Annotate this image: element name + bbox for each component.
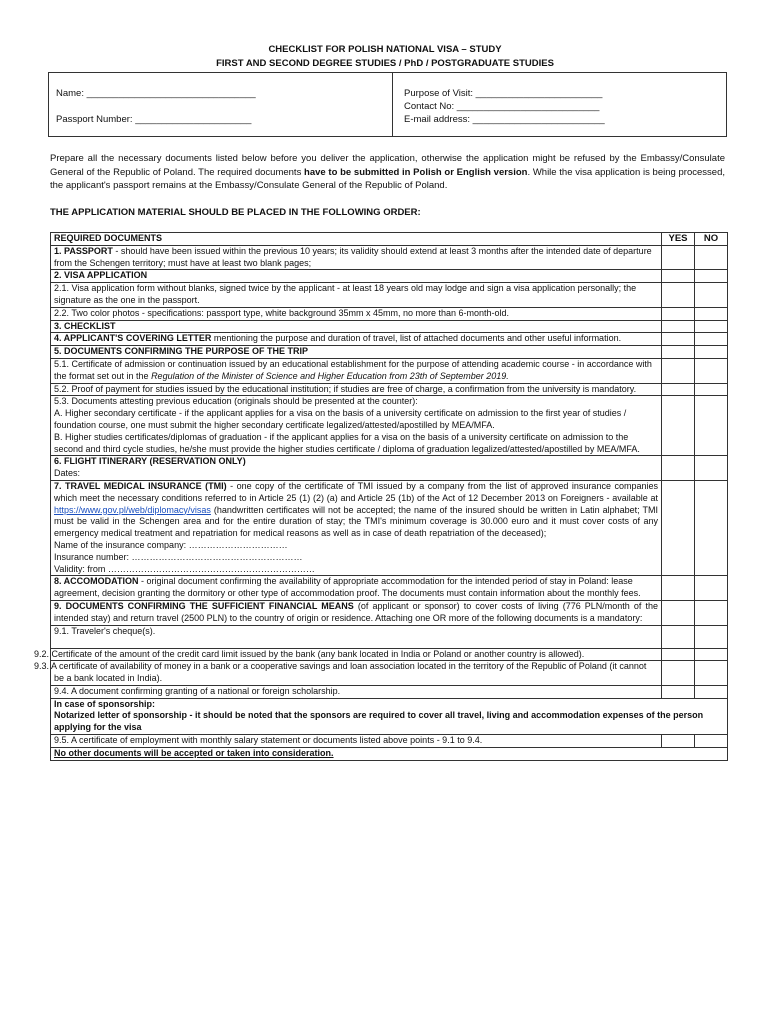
covering-letter-yes-checkbox[interactable] [662, 333, 695, 346]
application-form-no-checkbox[interactable] [695, 283, 728, 308]
bank-certificate-yes-checkbox[interactable] [662, 661, 695, 686]
table-row [51, 346, 728, 359]
document-subtitle: FIRST AND SECOND DEGREE STUDIES / PhD / POSTGRADUATE STUDIES [216, 58, 554, 69]
passport-label: 1. PASSPORT [54, 245, 113, 256]
accommodation-label: 8. ACCOMODATION [54, 576, 139, 587]
table-row [51, 698, 728, 734]
intro-bold-text: have to be submitted in Polish or English version [304, 166, 528, 178]
visas-link[interactable]: https://www.gov.pl/web/diplomacy/visas [54, 504, 211, 515]
payment-proof-no-checkbox[interactable] [695, 383, 728, 396]
accommodation-no-checkbox[interactable] [695, 576, 728, 601]
scholarship-requirement: 9.4. A document confirming granting of a national or foreign scholarship. [51, 685, 662, 698]
application-form-yes-checkbox[interactable] [662, 283, 695, 308]
visa-application-heading: 2. VISA APPLICATION [51, 270, 662, 283]
scholarship-no-checkbox[interactable] [695, 685, 728, 698]
table-row [51, 358, 728, 383]
financial-means-no-checkbox[interactable] [695, 600, 728, 625]
passport-yes-checkbox[interactable] [662, 245, 695, 270]
previous-education-requirement [51, 396, 662, 456]
covering-letter-label: 4. APPLICANT'S COVERING LETTER [54, 333, 212, 344]
trip-purpose-heading: 5. DOCUMENTS CONFIRMING THE PURPOSE OF THE TRIP [51, 346, 662, 359]
table-row [51, 333, 728, 346]
sponsorship-section [51, 698, 728, 734]
table-row [51, 747, 728, 760]
table-row [51, 480, 728, 575]
visa-application-yes-checkbox[interactable] [662, 270, 695, 283]
contact-no-field[interactable]: Contact No: ___________________________ [404, 101, 600, 112]
insurance-validity-field: Validity: from …………………………………………………………… [54, 563, 315, 574]
previous-education-yes-checkbox[interactable] [662, 396, 695, 456]
accommodation-yes-checkbox[interactable] [662, 576, 695, 601]
table-row [51, 625, 728, 648]
insurance-number-field: Insurance number: ………………………………………………… [54, 551, 303, 562]
covering-letter-requirement [51, 333, 662, 346]
credit-card-limit-yes-checkbox[interactable] [662, 648, 695, 661]
photos-no-checkbox[interactable] [695, 307, 728, 320]
visa-application-no-checkbox[interactable] [695, 270, 728, 283]
admission-certificate-requirement [51, 358, 662, 383]
table-header-row [51, 233, 728, 246]
travel-insurance-requirement [51, 480, 662, 575]
travel-insurance-label: 7. TRAVEL MEDICAL INSURANCE (TMI) [54, 480, 227, 491]
travelers-cheques-no-checkbox[interactable] [695, 625, 728, 648]
table-row [51, 576, 728, 601]
previous-education-text: 5.3. Documents attesting previous education (originals should be presented at the counter): [54, 396, 418, 407]
travelers-cheques-yes-checkbox[interactable] [662, 625, 695, 648]
credit-card-limit-no-checkbox[interactable] [695, 648, 728, 661]
flight-itinerary-no-checkbox[interactable] [695, 456, 728, 481]
table-row [51, 661, 728, 686]
payment-proof-requirement: 5.2. Proof of payment for studies issued by the educational institution; if studies are free of charge, a confirmation from the university is mandatory. [51, 383, 662, 396]
payment-proof-yes-checkbox[interactable] [662, 383, 695, 396]
financial-means-text: (of applicant or sponsor) to cover costs of living (776 PLN/month of the intended stay) and return travel (2500 PLN) to the country of origin or residence. Attaching one OR more of the following documents is a mandatory: [54, 600, 658, 623]
photos-requirement: 2.2. Two color photos - specifications: passport type, white background 35mm x 45mm, no more than 6-month-old. [51, 307, 662, 320]
table-row [51, 270, 728, 283]
flight-dates-field: Dates: [54, 468, 81, 479]
flight-itinerary-yes-checkbox[interactable] [662, 456, 695, 481]
sponsorship-heading: In case of sponsorship: [54, 698, 156, 709]
table-row [51, 320, 728, 333]
flight-itinerary-label: 6. FLIGHT ITINERARY (RESERVATION ONLY) [54, 456, 246, 467]
higher-studies-text: B. Higher studies certificates/diplomas of graduation - if the applicant applies for a visa on the basis of a university certificate on admission to the second and third cycle studies, he/she must provide the higher studies certificate / diploma of graduation legalized/attested/apostilled by MEA/MFA. [54, 431, 640, 454]
credit-card-limit-requirement: 9.2. Certificate of the amount of the credit card limit issued by the bank (any bank located in India or Poland or another country is allowed). [51, 648, 662, 661]
travel-insurance-text-1: - one copy of the certificate of TMI issued by a company from the list of approved insurance companies which meet the necessary conditions referred to in Article 25 (1) (2) (a) and Article 25 (1b) of the Act of 12 December 2013 on Foreigners - available at [54, 480, 658, 503]
name-field[interactable]: Name: ________________________________ [56, 88, 256, 99]
accommodation-requirement [51, 576, 662, 601]
previous-education-no-checkbox[interactable] [695, 396, 728, 456]
covering-letter-text: mentioning the purpose and duration of travel, list of attached documents and other useful information. [211, 333, 622, 344]
application-form-requirement: 2.1. Visa application form without blanks, signed twice by the applicant - at least 18 years old may lodge and sign a visa application personally; the signature as the one in the passport. [51, 283, 662, 308]
covering-letter-no-checkbox[interactable] [695, 333, 728, 346]
trip-purpose-no-checkbox[interactable] [695, 346, 728, 359]
passport-number-field[interactable]: Passport Number: ______________________ [56, 114, 252, 125]
table-row [51, 283, 728, 308]
regulation-reference: Regulation of the Minister of Science and Higher Education from 23th of September 2019. [151, 370, 509, 381]
financial-means-label: 9. DOCUMENTS CONFIRMING THE SUFFICIENT FINANCIAL MEANS [54, 600, 354, 611]
travelers-cheques-requirement: 9.1. Traveler's cheque(s). [51, 625, 662, 648]
table-row [51, 648, 728, 661]
accommodation-text: - original document confirming the availability of appropriate accommodation for the intended period of stay in Poland: lease agreement, decision granting the dormitory or other type of accommodation proof. The documents must contain information about the monthly fees. [54, 576, 641, 599]
sponsorship-text: Notarized letter of sponsorship - it should be noted that the sponsors are required to cover all travel, living and accommodation expenses of the person applying for the visa [54, 710, 704, 733]
employment-certificate-requirement: 9.5. A certificate of employment with monthly salary statement or documents listed above points - 9.1 to 9.4. [51, 735, 662, 748]
final-note-cell [51, 747, 728, 760]
info-divider [392, 73, 393, 136]
final-note: No other documents will be accepted or taken into consideration. [54, 747, 334, 758]
table-row [51, 685, 728, 698]
passport-no-checkbox[interactable] [695, 245, 728, 270]
admission-certificate-yes-checkbox[interactable] [662, 358, 695, 383]
travel-insurance-no-checkbox[interactable] [695, 480, 728, 575]
order-heading: THE APPLICATION MATERIAL SHOULD BE PLACED IN THE FOLLOWING ORDER: [50, 207, 421, 218]
scholarship-yes-checkbox[interactable] [662, 685, 695, 698]
email-field[interactable]: E-mail address: _________________________ [404, 114, 605, 125]
passport-text: - should have been issued within the previous 10 years; its validity should extend at least 3 months after the intended date of departure from the Schengen territory; must have at least two blank pages; [54, 245, 652, 268]
employment-certificate-yes-checkbox[interactable] [662, 735, 695, 748]
table-row [51, 396, 728, 456]
bank-certificate-requirement: 9.3. A certificate of availability of money in a bank or a cooperative savings and loan association located in the territory of the Republic of Poland (it cannot be a bank located in India). [51, 661, 662, 686]
document-title: CHECKLIST FOR POLISH NATIONAL VISA – STUDY [268, 44, 502, 55]
table-row [51, 600, 728, 625]
purpose-of-visit-field[interactable]: Purpose of Visit: ________________________ [404, 88, 603, 99]
admission-certificate-no-checkbox[interactable] [695, 358, 728, 383]
insurance-company-field: Name of the insurance company: …………………………… [54, 539, 288, 550]
trip-purpose-yes-checkbox[interactable] [662, 346, 695, 359]
col-required-documents: REQUIRED DOCUMENTS [51, 233, 662, 246]
required-documents-table [34, 232, 728, 761]
applicant-info-box [48, 72, 727, 137]
employment-certificate-no-checkbox[interactable] [695, 735, 728, 748]
intro-text-2: . While the visa application is being processed, the applicant's passport remains at the Embassy/Consulate General of the Republic of Poland. [50, 166, 725, 191]
checklist-requirement: 3. CHECKLIST [51, 320, 662, 333]
passport-requirement [51, 245, 662, 270]
col-yes: YES [662, 233, 695, 246]
checklist-yes-checkbox[interactable] [662, 320, 695, 333]
financial-means-requirement [51, 600, 662, 625]
travel-insurance-text-2: (handwritten certificates will not be accepted; the name of the insured should be written in Latin alphabet; TMI must be valid in the Schengen area and for the entire duration of stay; the TMI's minimum coverage is 30.000 euro and it must cover costs of any emergency medical treatment and repatriation for medical reasons as well as in case of death repatriation of the deceased); [54, 504, 658, 539]
table-row [51, 735, 728, 748]
financial-means-yes-checkbox[interactable] [662, 600, 695, 625]
table-row [51, 456, 728, 481]
admission-certificate-text: 5.1. Certificate of admission or continuation issued by an educational establishment for the purpose of attending academic course - in accordance with the format set out in the [54, 358, 652, 381]
bank-certificate-no-checkbox[interactable] [695, 661, 728, 686]
col-no: NO [695, 233, 728, 246]
flight-itinerary-requirement [51, 456, 662, 481]
photos-yes-checkbox[interactable] [662, 307, 695, 320]
higher-secondary-text: A. Higher secondary certificate - if the applicant applies for a visa on the basis of a university certificate on admission to the first year of studies / foundation course, one must submit the higher secondary certificate legalized/attested/apostilled by MEA/MFA. [54, 408, 627, 430]
table-row [51, 383, 728, 396]
checklist-no-checkbox[interactable] [695, 320, 728, 333]
table-row [51, 307, 728, 320]
intro-paragraph [50, 152, 725, 193]
travel-insurance-yes-checkbox[interactable] [662, 480, 695, 575]
intro-text-1: Prepare all the necessary documents listed below before you deliver the application, otherwise the application might be refused by the Embassy/Consulate General of the Republic of Poland. The required documents [50, 153, 725, 178]
table-row [51, 245, 728, 270]
